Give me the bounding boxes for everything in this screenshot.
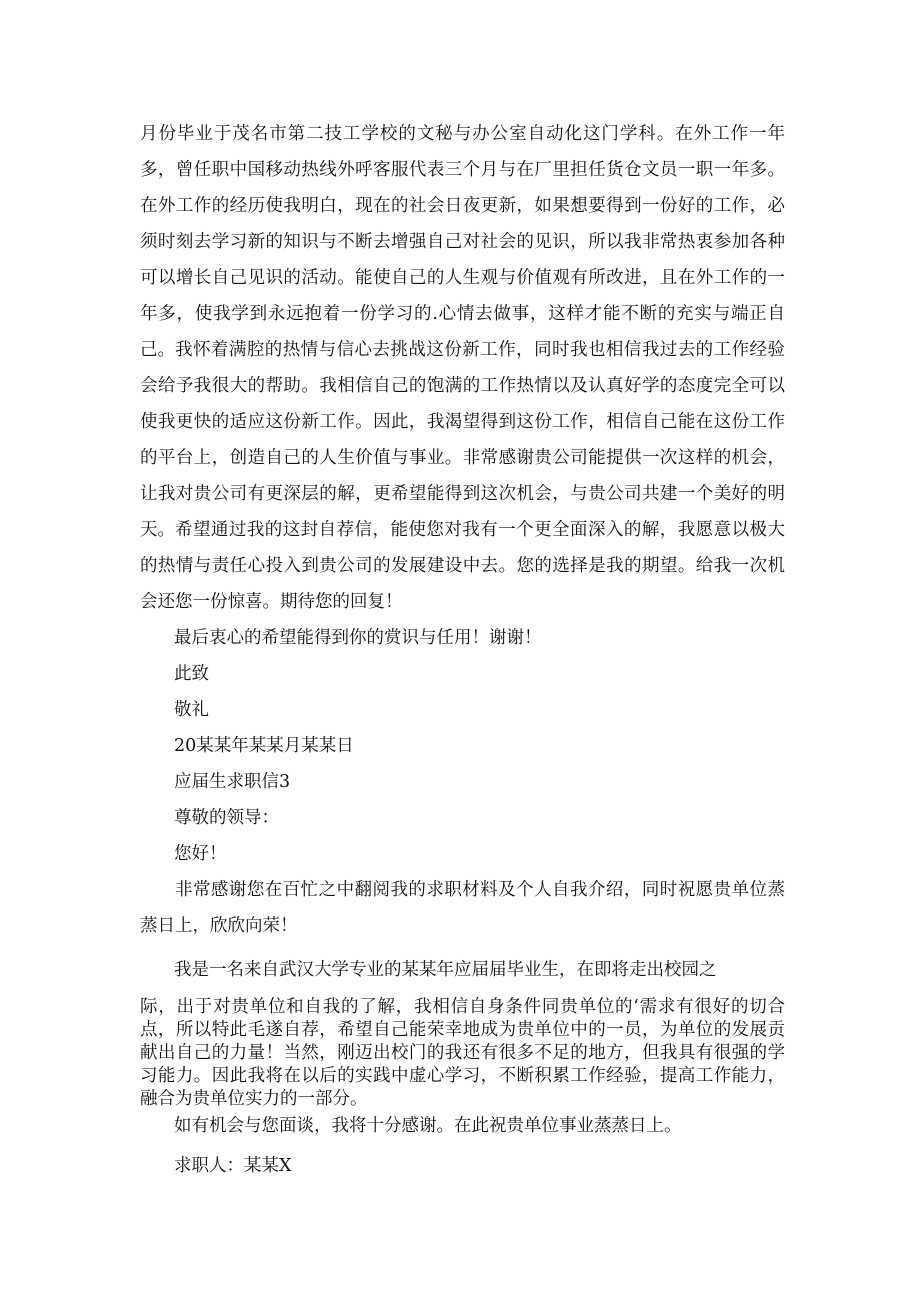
salutation-jingli: 敬礼 xyxy=(174,700,209,720)
paragraph-education-experience: 月份毕业于茂名市第二技工学校的文秘与办公室自动化这门学科。在外工作一年多，曾任职中国移动热线外呼客服代表三个月与在厂里担任货仓文员一职一年多。在外工作的经历使我明白，现在的社会日夜更新，如果想要得到一份好的工作，必须时刻去学习新的知识与不断去增强自己对社会的见识，所以我非常热衷参加各种可以增长自己见识的活动。能使自己的人生观与价值观有所改进，且在外工作的一年多，使我学到永远抱着一份学习的.心情去做事，这样才能不断的充实与端正自己。 xyxy=(140,124,785,360)
letter-title: 应届生求职信3 xyxy=(174,772,291,792)
paragraph-interview: 如有机会与您面谈，我将十分感谢。在此祝贵单位事业蒸蒸日上。 xyxy=(174,1116,682,1136)
paragraph-new-job-confidence: 我怀着满腔的热情与信心去挑战这份新工作，同时我也相信我过去的工作经验会给予我很大的帮助。我相信自己的饱满的工作热情以及认真好学的态度完全可以使我更快的适应这份新工作。因此，我渴望得到这份工作，相信自己能在这份工作的平台上，创造自己的人生价值与事业。非常感谢贵公司能提供一次这样的机会，让我对贵公司有更深层的解，更希望能得到这次机会，与贵公司共建一个美好的明天。 xyxy=(140,340,785,540)
closing-wish: 最后衷心的希望能得到你的赏识与任用！谢谢！ xyxy=(174,628,542,648)
signature: 求职人：某某X xyxy=(174,1156,292,1176)
paragraph-introduction-first-line: 我是一名来自武汉大学专业的某某年应届届毕业生，在即将走出校园之 xyxy=(174,960,717,980)
paragraph-introduction-rest: 际，出于对贵单位和自我的了解，我相信自身条件同贵单位的‘需求有很好的切合点，所以特此毛遂自荐，希望自己能荣幸地成为贵单位中的一员，为单位的发展贡献出自己的力量！当然，刚迈出校门的我还有很多不足的地方，但我具有很强的学习能力。因此我将在以后的实践中虚心学习，不断积累工作经验，提高工作能力，融合为贵单位实力的一部分。 xyxy=(140,997,785,1109)
paragraph-self-recommendation: 希望通过我的这封自荐信，能使您对我有一个更全面深入的解，我愿意以极大的热情与责任心投入到贵公司的发展建设中去。您的选择是我的期望。给我一次机会还您一份惊喜。期待您的回复！ xyxy=(140,520,785,612)
greeting: 尊敬的领导： xyxy=(174,808,279,828)
paragraph-thanks: 非常感谢您在百忙之中翻阅我的求职材料及个人自我介绍，同时祝愿贵单位蒸蒸日上，欣欣向荣！ xyxy=(140,880,785,936)
hello-line: 您好！ xyxy=(174,844,227,864)
salutation-cizhi: 此致 xyxy=(174,664,209,684)
letter-date: 20某某年某某月某某日 xyxy=(174,736,354,756)
